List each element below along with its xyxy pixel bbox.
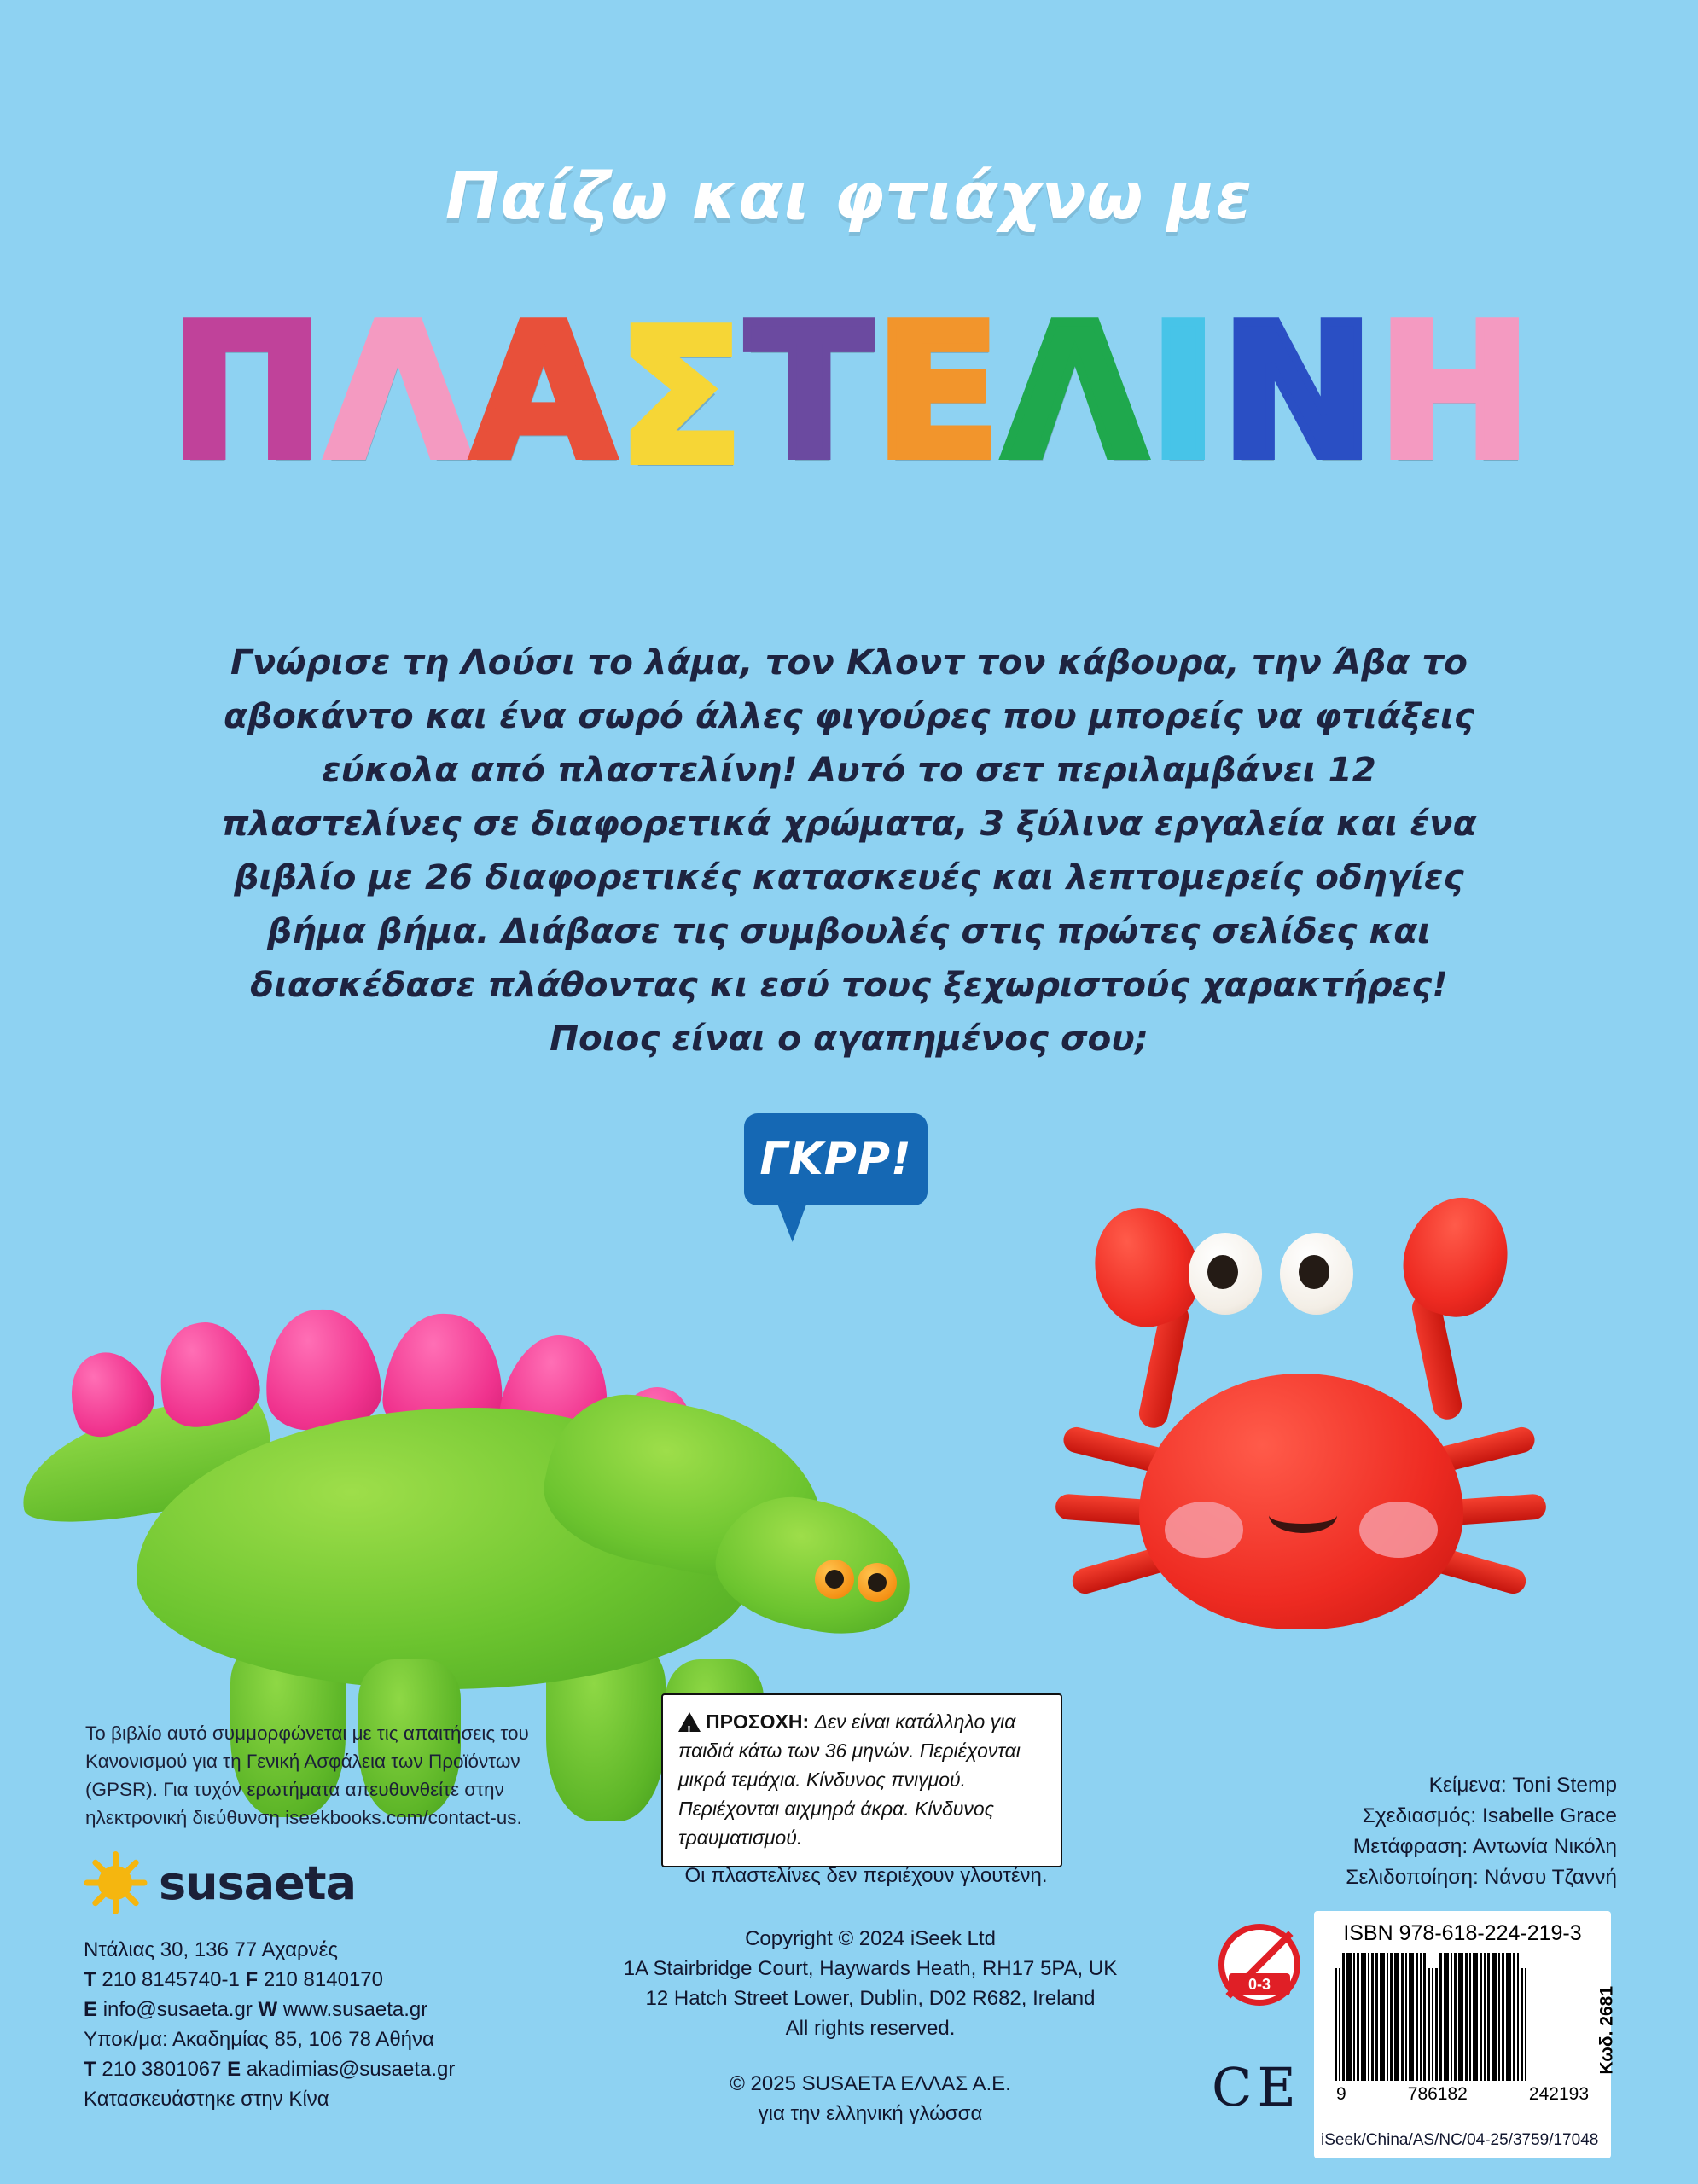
- website-1: www.susaeta.gr: [282, 1998, 428, 2021]
- crab-claw: [1391, 1185, 1522, 1328]
- barcode-digit-right: 242193: [1528, 2084, 1589, 2104]
- page-title-top: Παίζω και φτιάχνω με: [445, 158, 1253, 234]
- manufactured-line: Κατασκευάστηκε στην Κίνα: [84, 2088, 329, 2111]
- publisher-address: [84, 1935, 613, 2114]
- copyright-line-2: 1A Stairbridge Court, Haywards Heath, RH17 5PA, UK: [623, 1957, 1118, 1980]
- crab-mouth: [1269, 1497, 1337, 1533]
- title-letter-2: Λ: [327, 285, 466, 499]
- warning-body: Δεν είναι κατάλληλο για παιδιά κάτω των 36 μηνών. Περιέχονται μικρά τεμάχια. Κίνδυνος πνιγμού. Περιέχονται αιχμηρά άκρα. Κίνδυνος τραυματισμού.: [678, 1711, 1021, 1849]
- isbn-barcode-box: [1314, 1911, 1617, 2158]
- publisher-logo: [84, 1851, 356, 1914]
- copyright-line-3: 12 Hatch Street Lower, Dublin, D02 R682, Ireland: [645, 1987, 1096, 2010]
- credit-texts: Κείμενα: Toni Stemp: [1428, 1774, 1617, 1797]
- title-letter-10: Η: [1377, 285, 1528, 499]
- fax-number-1: 210 8140170: [263, 1968, 383, 1991]
- title-letter-7: Λ: [1003, 285, 1143, 499]
- credit-layout: Σελιδοποίηση: Νάνσυ Τζαννή: [1346, 1866, 1617, 1889]
- crab-cheek: [1165, 1502, 1243, 1558]
- crab-eye: [1189, 1233, 1262, 1315]
- phone-number-2: 210 3801067: [102, 2058, 222, 2081]
- phone-label-t-2: T: [84, 2058, 96, 2081]
- title-letter-9: Ν: [1220, 285, 1371, 499]
- copyright-line-1: Copyright © 2024 iSeek Ltd: [745, 1927, 996, 1950]
- blurb-text: Γνώρισε τη Λούσι το λάμα, τον Κλοντ τον κάβουρα, την Άβα το αβοκάντο και ένα σωρό άλλες φιγούρες που μπορείς να φτιάξεις εύκολα από πλαστελίνη! Αυτό το σετ περιλαμβάνει 12 πλαστελίνες σε διαφορετικά χρώματα, 3 ξύλινα εργαλεία και ένα βιβλίο με 26 διαφορετικές κατασκευές και λεπτομερείς οδηγίες βήμα βήμα. Διάβασε τις συμβουλές στις πρώτες σελίδες και διασκέδασε πλάθοντας κι εσύ τους ξεχωριστούς χαρακτήρες! Ποιος είναι ο αγαπημένος σου;: [221, 642, 1477, 1059]
- age-restriction-icon: [1218, 1924, 1300, 2006]
- crab-eye: [1280, 1233, 1353, 1315]
- email-1: info@susaeta.gr: [102, 1998, 253, 2021]
- address-line: Ντάλιας 30, 136 77 Αχαρνές: [84, 1938, 338, 1961]
- web-label: W: [258, 1998, 278, 2021]
- credits-block: [1346, 1770, 1617, 1893]
- greek-rights-block: [597, 2069, 1143, 2129]
- greek-rights-line-1: © 2025 SUSAETA ΕΛΛΑΣ Α.Ε.: [730, 2072, 1011, 2095]
- iseek-production-code: iSeek/China/AS/NC/04-25/3759/17048: [1321, 2131, 1599, 2149]
- product-code: Κωδ. 2681: [1597, 1986, 1617, 2075]
- title-letter-6: Ε: [875, 285, 997, 499]
- barcode-digit-left: 9: [1336, 2084, 1346, 2104]
- sun-icon: [84, 1851, 147, 1914]
- title-letter-3: Α: [472, 285, 612, 499]
- email-line: [84, 1995, 613, 2024]
- barcode-digits: [1336, 2084, 1589, 2105]
- copyright-block: [597, 1924, 1143, 2043]
- branch-line: Υποκ/μα: Ακαδημίας 85, 106 78 Αθήνα: [84, 2028, 434, 2051]
- safety-warning-box: [661, 1693, 1062, 1867]
- email-2: akadimias@susaeta.gr: [246, 2058, 456, 2081]
- greek-rights-line-2: για την ελληνική γλώσσα: [758, 2102, 983, 2125]
- branch-contact-line: [84, 2054, 613, 2084]
- credit-translation: Μετάφραση: Αντωνία Νικόλη: [1352, 1835, 1617, 1858]
- barcode-digit-mid: 786182: [1407, 2084, 1468, 2104]
- dinosaur-eye: [858, 1563, 897, 1602]
- dinosaur-eye: [815, 1560, 854, 1599]
- warning-heading: ΠΡΟΣΟΧΗ:: [706, 1711, 810, 1733]
- title-letter-5: Τ: [746, 285, 869, 499]
- email-label: E: [84, 1998, 98, 2021]
- page-title-clay: [0, 285, 1698, 504]
- warning-triangle-icon: [678, 1712, 701, 1732]
- gpsr-notice: Το βιβλίο αυτό συμμορφώνεται με τις απαιτήσεις του Κανονισμού για τη Γενική Ασφάλεια των Προϊόντων (GPSR). Για τυχόν ερωτήματα απευθυνθείτε στην ηλεκτρονική διεύθυνση iseekbooks.com/contact-us.: [85, 1722, 529, 1828]
- title-letter-8: Ι: [1148, 285, 1214, 499]
- phone-number-1: 210 8145740-1: [102, 1968, 240, 1991]
- publisher-name: susaeta: [159, 1856, 357, 1910]
- ce-mark-icon: CE: [1212, 2056, 1301, 2118]
- gluten-note: Οι πλαστελίνες δεν περιέχουν γλουτένη.: [684, 1864, 1048, 1887]
- crab-cheek: [1359, 1502, 1438, 1558]
- warning-heading-row: [678, 1707, 1045, 1852]
- title-letter-4: Σ: [618, 290, 740, 504]
- title-letter-1: Π: [170, 285, 321, 499]
- fax-label-f: F: [245, 1968, 259, 1991]
- credit-design: Σχεδιασμός: Isabelle Grace: [1362, 1804, 1617, 1827]
- crab-illustration: [1037, 1156, 1566, 1838]
- age-range-label: 0-3: [1229, 1973, 1290, 1995]
- phone-label-t: T: [84, 1968, 96, 1991]
- copyright-line-4: All rights reserved.: [785, 2017, 956, 2040]
- phone-line: [84, 1965, 613, 1995]
- dinosaur-plate: [259, 1304, 385, 1433]
- isbn-text: ISBN 978-618-224-219-3: [1343, 1921, 1582, 1945]
- email-label-2: E: [227, 2058, 241, 2081]
- speech-bubble: ΓΚΡΡ!: [744, 1113, 928, 1205]
- barcode-graphic: [1335, 1953, 1590, 2081]
